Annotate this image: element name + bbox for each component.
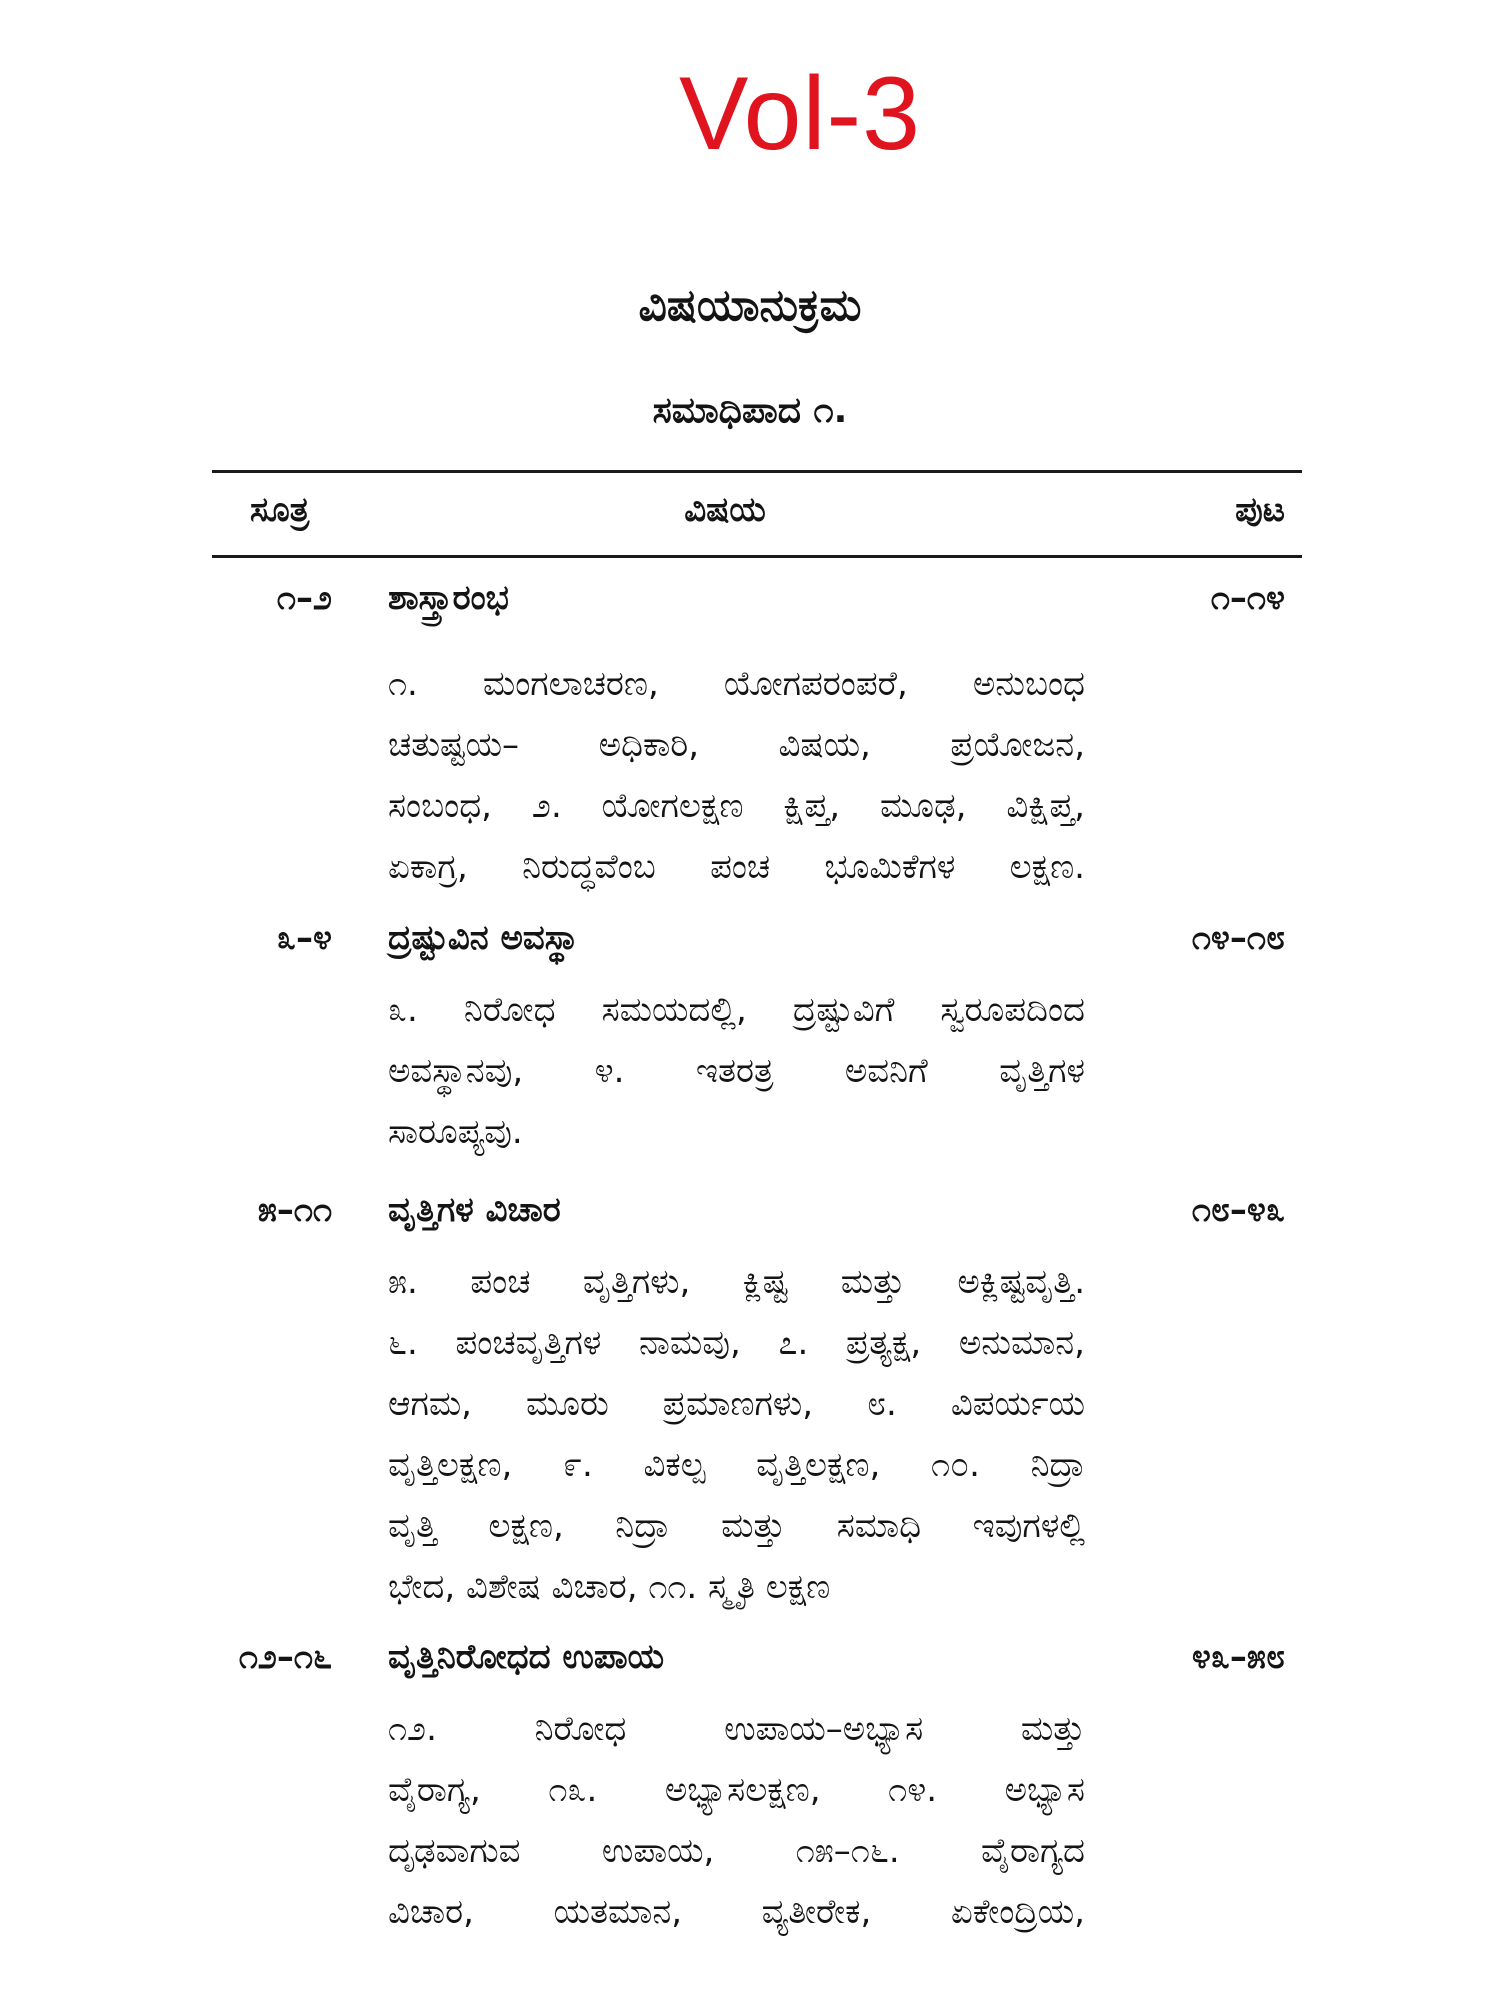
description-line: ದೃಢವಾಗುವ ಉಪಾಯ, ೧೫–೧೬. ವೈರಾಗ್ಯದ bbox=[388, 1831, 1085, 1871]
description-line: ಚತುಷ್ಟಯ– ಅಧಿಕಾರಿ, ವಿಷಯ, ಪ್ರಯೋಜನ, bbox=[388, 725, 1085, 765]
sutra-range: ೩–೪ bbox=[276, 918, 332, 958]
description-line: ಸಾರೂಪ್ಯವು. bbox=[388, 1112, 523, 1152]
sutra-range: ೧೨–೧೬ bbox=[238, 1637, 332, 1677]
description-line: ವೃತ್ತಿಲಕ್ಷಣ, ೯. ವಿಕಲ್ಪ ವೃತ್ತಿಲಕ್ಷಣ, ೧೦. ನಿದ್ರಾ bbox=[388, 1445, 1085, 1485]
sutra-range: ೧–೨ bbox=[276, 578, 332, 618]
volume-label: Vol-3 bbox=[678, 56, 922, 172]
description-line: ಅವಸ್ಥಾನವು, ೪. ಇತರತ್ರ ಅವನಿಗೆ ವೃತ್ತಿಗಳ bbox=[388, 1051, 1085, 1091]
entry-description bbox=[388, 1252, 1085, 1618]
entry-heading: ವೃತ್ತಿಗಳ ವಿಚಾರ bbox=[388, 1190, 561, 1230]
table-top-rule bbox=[212, 470, 1302, 473]
entry-description bbox=[388, 980, 1085, 1163]
description-line: ವೃತ್ತಿ ಲಕ್ಷಣ, ನಿದ್ರಾ ಮತ್ತು ಸಮಾಧಿ ಇವುಗಳಲ್ಲಿ bbox=[388, 1506, 1085, 1546]
page-title: ವಿಷಯಾನುಕ್ರಮ bbox=[638, 280, 862, 331]
description-line: ಸಂಬಂಧ, ೨. ಯೋಗಲಕ್ಷಣ ಕ್ಷಿಪ್ತ, ಮೂಢ, ವಿಕ್ಷಿಪ್ತ, bbox=[388, 786, 1085, 826]
entry-heading: ಶಾಸ್ತ್ರಾರಂಭ bbox=[388, 578, 509, 618]
description-line: ವೈರಾಗ್ಯ, ೧೩. ಅಭ್ಯಾಸಲಕ್ಷಣ, ೧೪. ಅಭ್ಯಾಸ bbox=[388, 1770, 1085, 1810]
entry-description bbox=[388, 1699, 1085, 1943]
description-line: ಆಗಮ, ಮೂರು ಪ್ರಮಾಣಗಳು, ೮. ವಿಪರ್ಯಯ bbox=[388, 1384, 1085, 1424]
description-line: ಭೇದ, ವಿಶೇಷ ವಿಚಾರ, ೧೧. ಸ್ಮೃತಿ ಲಕ್ಷಣ bbox=[388, 1567, 831, 1607]
column-header-vishaya: ವಿಷಯ bbox=[684, 490, 766, 530]
description-line: ೧. ಮಂಗಲಾಚರಣ, ಯೋಗಪರಂಪರೆ, ಅನುಬಂಧ bbox=[388, 664, 1085, 704]
entry-description bbox=[388, 654, 1085, 898]
description-line: ಏಕಾಗ್ರ, ನಿರುದ್ಧವೆಂಬ ಪಂಚ ಭೂಮಿಕೆಗಳ ಲಕ್ಷಣ. bbox=[388, 847, 1085, 887]
page-range: ೧೪–೧೮ bbox=[1191, 918, 1285, 958]
section-subtitle: ಸಮಾಧಿಪಾದ ೧. bbox=[652, 390, 848, 431]
description-line: ೫. ಪಂಚ ವೃತ್ತಿಗಳು, ಕ್ಲಿಷ್ಟ ಮತ್ತು ಅಕ್ಲಿಷ್ಟವೃತ್ತಿ. bbox=[388, 1262, 1085, 1302]
column-header-puta: ಪುಟ bbox=[1235, 490, 1285, 530]
sutra-range: ೫–೧೧ bbox=[257, 1190, 332, 1230]
description-line: ೧೨. ನಿರೋಧ ಉಪಾಯ–ಅಭ್ಯಾಸ ಮತ್ತು bbox=[388, 1709, 1085, 1749]
entry-heading: ದ್ರಷ್ಟುವಿನ ಅವಸ್ಥಾ bbox=[388, 918, 579, 958]
page-range: ೧–೧೪ bbox=[1210, 578, 1285, 618]
page-range: ೧೮–೪೩ bbox=[1191, 1190, 1285, 1230]
table-header-rule bbox=[212, 555, 1302, 558]
column-header-sutra: ಸೂತ್ರ bbox=[250, 490, 310, 530]
entry-heading: ವೃತ್ತಿನಿರೋಧದ ಉಪಾಯ bbox=[388, 1637, 665, 1677]
description-line: ವಿಚಾರ, ಯತಮಾನ, ವ್ಯತೀರೇಕ, ಏಕೇಂದ್ರಿಯ, bbox=[388, 1892, 1085, 1932]
description-line: ೬. ಪಂಚವೃತ್ತಿಗಳ ನಾಮವು, ೭. ಪ್ರತ್ಯಕ್ಷ, ಅನುಮಾನ, bbox=[388, 1323, 1085, 1363]
description-line: ೩. ನಿರೋಧ ಸಮಯದಲ್ಲಿ, ದ್ರಷ್ಟುವಿಗೆ ಸ್ವರೂಪದಿಂದ bbox=[388, 990, 1085, 1030]
page-range: ೪೩–೫೮ bbox=[1191, 1637, 1285, 1677]
